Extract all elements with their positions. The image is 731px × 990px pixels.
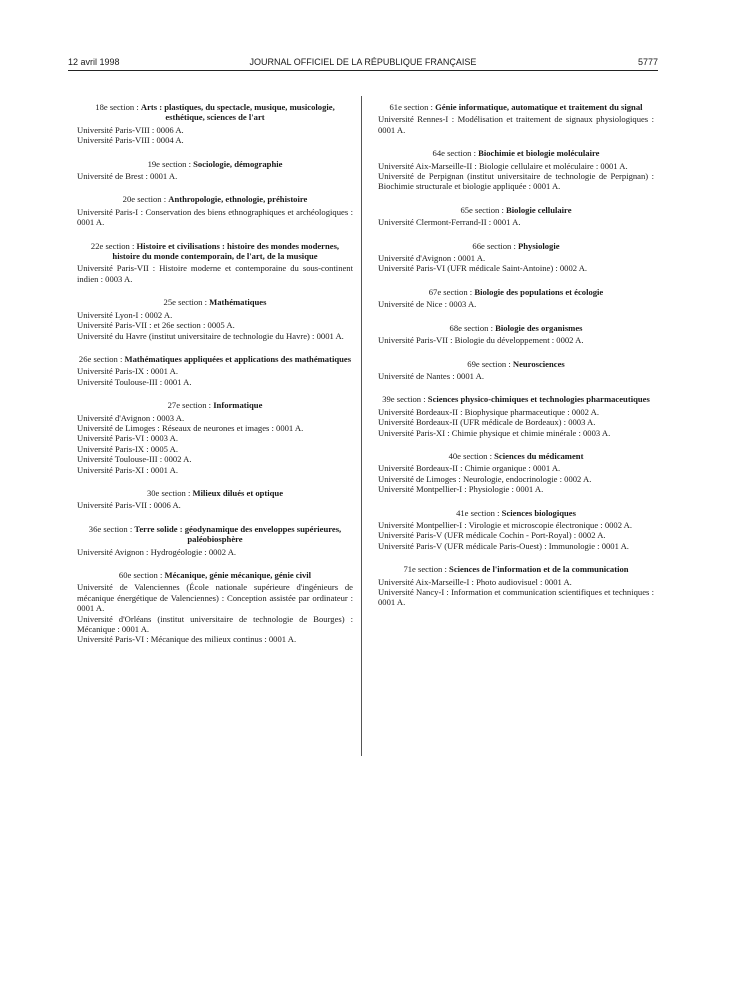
section-spacer bbox=[77, 557, 353, 570]
university-entry: Université Toulouse-III : 0002 A. bbox=[77, 454, 192, 465]
section-title: Terre solide : géodynamique des enveloppes supérieures, paléobiosphère bbox=[134, 523, 342, 545]
university-entry: Université d'Avignon : 0001 A. bbox=[378, 253, 486, 264]
section-title: Biologie cellulaire bbox=[506, 204, 572, 215]
university-entry: Université Paris-VII : Histoire moderne et contemporaine du sous-continent indien : 0003 A. bbox=[77, 263, 353, 284]
section-heading bbox=[378, 564, 654, 574]
section-block bbox=[77, 488, 353, 511]
right-column bbox=[378, 102, 654, 608]
section-heading bbox=[77, 488, 353, 498]
university-entry: Université du Havre (institut universitaire de technologie du Havre) : 0001 A. bbox=[77, 330, 344, 341]
section-title: Génie informatique, automatique et traitement du signal bbox=[435, 102, 643, 112]
section-block bbox=[378, 323, 654, 346]
section-title: Sciences biologiques bbox=[501, 507, 576, 518]
section-spacer bbox=[77, 387, 353, 400]
section-number: 36e section : bbox=[88, 523, 135, 534]
section-title: Milieux dilués et optique bbox=[192, 487, 284, 498]
section-title: Anthropologie, ethnologie, préhistoire bbox=[168, 194, 308, 205]
section-number: 19e section : bbox=[147, 158, 194, 169]
section-number: 61e section : bbox=[389, 102, 436, 112]
university-entry: Université Lyon-I : 0002 A. bbox=[77, 309, 173, 320]
section-title: Biologie des populations et écologie bbox=[474, 286, 604, 297]
section-number: 39e section : bbox=[382, 394, 428, 405]
university-entry: Université de Limoges : Neurologie, endocrinologie : 0002 A. bbox=[378, 473, 592, 484]
section-heading bbox=[378, 148, 654, 158]
section-title: Sciences de l'information et de la communication bbox=[449, 564, 629, 575]
column-divider bbox=[361, 96, 362, 756]
section-spacer bbox=[378, 228, 654, 241]
section-heading bbox=[77, 570, 353, 580]
header-page-number: 5777 bbox=[637, 57, 658, 67]
section-heading bbox=[378, 241, 654, 251]
university-entry: Université Paris-VIII : 0004 A. bbox=[77, 135, 184, 146]
section-heading bbox=[378, 287, 654, 297]
section-heading bbox=[77, 159, 353, 169]
section-block bbox=[378, 564, 654, 608]
section-block bbox=[77, 400, 353, 475]
university-entry: Université d'Orléans (institut universitaire de technologie de Bourges) : Mécanique : 0001 A. bbox=[77, 613, 353, 635]
section-spacer bbox=[77, 341, 353, 354]
university-entry: Université Paris-VI : 0003 A. bbox=[77, 433, 178, 444]
section-spacer bbox=[77, 146, 353, 159]
university-entry: Université Paris-VI : Mécanique des milieux continus : 0001 A. bbox=[77, 634, 297, 645]
section-number: 71e section : bbox=[403, 564, 450, 575]
university-entry: Université de Brest : 0001 A. bbox=[77, 171, 178, 182]
section-heading bbox=[77, 524, 353, 545]
section-title: Physiologie bbox=[518, 240, 560, 251]
section-heading bbox=[378, 102, 654, 112]
section-title: Sociologie, démographie bbox=[193, 158, 283, 169]
section-spacer bbox=[378, 135, 654, 148]
university-entry: Université de Valenciennes (École nationale supérieure d'ingénieurs de mécanique énergétique de Valenciennes) : Conception assistée par ordinateur : 0001 A. bbox=[77, 582, 353, 614]
section-spacer bbox=[378, 346, 654, 359]
section-number: 66e section : bbox=[472, 240, 519, 251]
university-entry: Université Clermont-Ferrand-II : 0001 A. bbox=[378, 217, 521, 228]
section-title: Biochimie et biologie moléculaire bbox=[478, 148, 600, 159]
section-title: Mathématiques bbox=[209, 297, 267, 308]
section-number: 25e section : bbox=[163, 297, 210, 308]
section-block bbox=[77, 297, 353, 341]
university-entry: Université Toulouse-III : 0001 A. bbox=[77, 376, 192, 387]
section-heading bbox=[77, 354, 353, 364]
section-block bbox=[77, 194, 353, 227]
university-entry: Université Paris-I : Conservation des biens ethnographiques et archéologiques : 0001 A. bbox=[77, 206, 353, 228]
section-title: Sciences du médicament bbox=[494, 450, 584, 461]
section-block bbox=[77, 570, 353, 645]
section-number: 20e section : bbox=[122, 194, 169, 205]
section-heading bbox=[77, 241, 353, 262]
section-number: 68e section : bbox=[449, 322, 496, 333]
section-number: 40e section : bbox=[448, 450, 495, 461]
university-entry: Université Paris-XI : Chimie physique et chimie minérale : 0003 A. bbox=[378, 427, 611, 438]
section-heading bbox=[378, 323, 654, 333]
section-title: Informatique bbox=[213, 400, 263, 411]
section-spacer bbox=[77, 475, 353, 488]
university-entry: Université Paris-V (UFR médicale Cochin - Port-Royal) : 0002 A. bbox=[378, 530, 606, 541]
section-number: 41e section : bbox=[456, 507, 502, 518]
university-entry: Université Paris-IX : 0001 A. bbox=[77, 366, 178, 377]
section-block bbox=[77, 102, 353, 146]
university-entry: Université de Limoges : Réseaux de neurones et images : 0001 A. bbox=[77, 422, 304, 433]
section-title: Mécanique, génie mécanique, génie civil bbox=[164, 570, 312, 580]
section-heading bbox=[378, 508, 654, 518]
section-number: 67e section : bbox=[428, 286, 475, 297]
university-entry: Université Montpellier-I : Virologie et microscopie électronique : 0002 A. bbox=[378, 519, 633, 530]
section-heading bbox=[77, 102, 353, 123]
section-spacer bbox=[378, 551, 654, 564]
section-spacer bbox=[77, 284, 353, 297]
university-entry: Université Bordeaux-II (UFR médicale de Bordeaux) : 0003 A. bbox=[378, 417, 596, 428]
section-block bbox=[378, 394, 654, 438]
section-spacer bbox=[378, 274, 654, 287]
university-entry: Université de Nantes : 0001 A. bbox=[378, 370, 484, 381]
header-journal-title: JOURNAL OFFICIEL DE LA RÉPUBLIQUE FRANÇAISE bbox=[249, 57, 477, 67]
section-block bbox=[77, 524, 353, 557]
university-entry: Université Bordeaux-II : Biophysique pharmaceutique : 0002 A. bbox=[378, 406, 599, 417]
section-block bbox=[378, 148, 654, 192]
section-number: 64e section : bbox=[432, 148, 479, 159]
university-entry: Université Paris-VII : 0006 A. bbox=[77, 500, 181, 511]
header-date: 12 avril 1998 bbox=[68, 57, 120, 67]
university-entry: Université Paris-VIII : 0006 A. bbox=[77, 124, 184, 135]
section-number: 22e section : bbox=[90, 240, 137, 251]
section-block bbox=[77, 354, 353, 387]
university-entry: Université Avignon : Hydrogéologie : 0002 A. bbox=[77, 546, 237, 557]
university-entry: Université de Nice : 0003 A. bbox=[378, 299, 477, 310]
university-entry: Université Paris-VI (UFR médicale Saint-Antoine) : 0002 A. bbox=[378, 263, 588, 274]
section-block bbox=[378, 451, 654, 495]
university-entry: Université Paris-V (UFR médicale Paris-Ouest) : Immunologie : 0001 A. bbox=[378, 540, 629, 551]
section-number: 26e section : bbox=[78, 353, 125, 364]
university-entry: Université Paris-IX : 0005 A. bbox=[77, 443, 178, 454]
section-spacer bbox=[77, 511, 353, 524]
university-entry: Université d'Avignon : 0003 A. bbox=[77, 412, 185, 423]
university-entry: Université Nancy-I : Information et communication scientifiques et techniques : 0001 A. bbox=[378, 587, 654, 608]
university-entry: Université Montpellier-I : Physiologie : 0001 A. bbox=[378, 484, 544, 495]
university-entry: Université Paris-XI : 0001 A. bbox=[77, 464, 178, 475]
section-heading bbox=[77, 400, 353, 410]
section-block bbox=[77, 241, 353, 285]
university-entry: Université Rennes-I : Modélisation et traitement de signaux physiologiques : 0001 A. bbox=[378, 114, 654, 135]
section-block bbox=[378, 359, 654, 382]
section-title: Histoire et civilisations : histoire des mondes modernes, histoire du monde contemporain, de l'art, de la musique bbox=[112, 240, 340, 262]
university-entry: Université Bordeaux-II : Chimie organique : 0001 A. bbox=[378, 463, 561, 474]
section-block bbox=[378, 508, 654, 552]
section-block bbox=[378, 287, 654, 310]
page-header bbox=[68, 57, 658, 71]
section-spacer bbox=[77, 181, 353, 194]
section-title: Biologie des organismes bbox=[495, 322, 583, 333]
section-number: 60e section : bbox=[118, 570, 165, 580]
section-title: Mathématiques appliquées et applications des mathématiques bbox=[124, 353, 352, 364]
section-number: 18e section : bbox=[95, 102, 141, 112]
section-block bbox=[378, 241, 654, 274]
section-block bbox=[77, 159, 353, 182]
section-spacer bbox=[378, 438, 654, 451]
section-number: 30e section : bbox=[146, 487, 193, 498]
university-entry: Université Paris-VII : Biologie du développement : 0002 A. bbox=[378, 335, 584, 346]
section-block bbox=[378, 102, 654, 135]
section-heading bbox=[77, 297, 353, 307]
section-number: 65e section : bbox=[460, 204, 507, 215]
university-entry: Université de Perpignan (institut universitaire de technologie de Perpignan) : Biochimie structurale et biologie appliquée : 0001 A. bbox=[378, 171, 654, 192]
section-spacer bbox=[378, 192, 654, 205]
left-column bbox=[77, 102, 353, 645]
university-entry: Université Aix-Marseille-I : Photo audiovisuel : 0001 A. bbox=[378, 576, 572, 587]
section-heading bbox=[378, 205, 654, 215]
header-rule bbox=[68, 70, 658, 71]
section-spacer bbox=[378, 495, 654, 508]
section-heading bbox=[378, 451, 654, 461]
university-entry: Université Aix-Marseille-II : Biologie cellulaire et moléculaire : 0001 A. bbox=[378, 160, 628, 171]
section-block bbox=[378, 205, 654, 228]
section-heading bbox=[378, 359, 654, 369]
university-entry: Université Paris-VII : et 26e section : 0005 A. bbox=[77, 320, 235, 331]
section-heading bbox=[77, 194, 353, 204]
section-number: 27e section : bbox=[167, 400, 214, 411]
section-title: Neurosciences bbox=[512, 358, 565, 369]
section-spacer bbox=[378, 310, 654, 323]
section-title: Arts : plastiques, du spectacle, musique, musicologie, esthétique, sciences de l'art bbox=[140, 102, 335, 123]
section-title: Sciences physico-chimiques et technologies pharmaceutiques bbox=[427, 394, 650, 405]
section-heading bbox=[378, 394, 654, 404]
section-spacer bbox=[77, 228, 353, 241]
section-number: 69e section : bbox=[467, 358, 513, 369]
section-spacer bbox=[378, 381, 654, 394]
